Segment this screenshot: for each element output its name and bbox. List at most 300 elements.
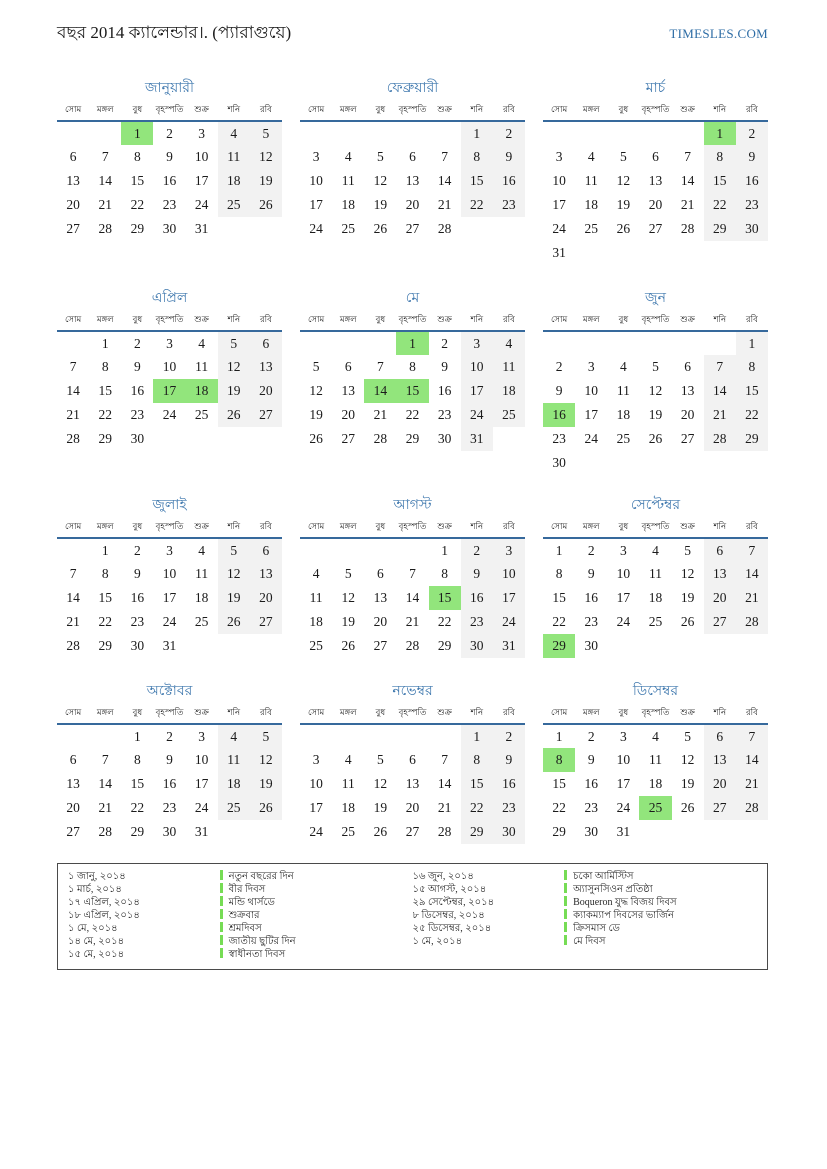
empty-cell bbox=[639, 121, 671, 145]
day-cell: 31 bbox=[493, 634, 525, 658]
day-cell: 1 bbox=[396, 331, 428, 355]
day-cell: 6 bbox=[409, 149, 416, 164]
empty-cell bbox=[493, 427, 525, 451]
day-cell: 27 bbox=[704, 796, 736, 820]
legend-holiday-name: চকো আর্মিস্টিস bbox=[564, 870, 757, 883]
day-cell: 14 bbox=[66, 383, 80, 398]
weekday-header: শুক্র bbox=[429, 103, 461, 121]
day-cell: 26 bbox=[218, 610, 250, 634]
day-cell: 27 bbox=[405, 221, 420, 236]
day-cell: 30 bbox=[162, 221, 177, 236]
day-cell: 15 bbox=[552, 590, 566, 605]
day-cell: 6 bbox=[69, 752, 77, 767]
empty-cell bbox=[607, 331, 639, 355]
empty-cell bbox=[300, 331, 332, 355]
day-cell: 12 bbox=[218, 355, 250, 379]
day-cell: 7 bbox=[704, 355, 736, 379]
day-cell: 12 bbox=[250, 748, 282, 772]
weekday-header: বৃহস্পতি bbox=[639, 520, 671, 538]
day-cell: 1 bbox=[121, 121, 153, 145]
day-cell: 14 bbox=[736, 748, 768, 772]
day-cell: 27 bbox=[704, 610, 736, 634]
day-cell: 4 bbox=[587, 149, 595, 164]
empty-cell bbox=[364, 331, 396, 355]
weekday-header: শনি bbox=[461, 706, 493, 724]
empty-cell bbox=[704, 634, 736, 658]
weekday-header: মঙ্গল bbox=[575, 706, 607, 724]
day-cell: 24 bbox=[309, 221, 323, 236]
weekday-header: শুক্র bbox=[186, 103, 218, 121]
day-cell: 28 bbox=[736, 796, 768, 820]
day-cell: 27 bbox=[250, 403, 282, 427]
day-cell: 24 bbox=[552, 221, 566, 236]
month-12 bbox=[543, 677, 768, 857]
legend-holiday-name: Boqueron যুদ্ধ বিজয় দিবস bbox=[564, 896, 757, 909]
legend-date: ১৪ মে, ২০১৪ bbox=[68, 936, 125, 947]
day-cell: 27 bbox=[66, 221, 80, 236]
day-cell: 21 bbox=[736, 586, 768, 610]
weekday-header: বুধ bbox=[364, 103, 396, 121]
weekday-header: বুধ bbox=[121, 103, 153, 121]
empty-cell bbox=[575, 331, 607, 355]
day-cell: 30 bbox=[461, 634, 493, 658]
weekday-header: রবি bbox=[493, 103, 525, 121]
day-cell: 10 bbox=[616, 566, 631, 581]
day-cell: 12 bbox=[648, 383, 663, 398]
legend-date: ৮ ডিসেম্বর, ২০১৪ bbox=[412, 910, 485, 921]
weekday-header: শনি bbox=[461, 520, 493, 538]
day-cell: 18 bbox=[341, 197, 355, 212]
day-cell: 3 bbox=[619, 728, 627, 744]
weekday-header: মঙ্গল bbox=[575, 313, 607, 331]
weekday-header: মঙ্গল bbox=[332, 103, 364, 121]
day-cell: 14 bbox=[680, 173, 695, 188]
day-cell: 21 bbox=[373, 407, 388, 422]
day-cell: 26 bbox=[373, 221, 388, 236]
day-cell: 20 bbox=[373, 614, 388, 629]
legend-green-bar-icon bbox=[564, 896, 567, 906]
day-cell: 7 bbox=[684, 149, 691, 164]
day-cell: 4 bbox=[218, 121, 250, 145]
empty-cell bbox=[461, 217, 493, 241]
day-cell: 9 bbox=[166, 149, 173, 164]
day-cell: 15 bbox=[736, 379, 768, 403]
weekday-header: রবি bbox=[736, 706, 768, 724]
day-cell: 9 bbox=[587, 566, 595, 581]
day-cell: 17 bbox=[309, 197, 323, 212]
empty-cell bbox=[218, 820, 250, 844]
day-cell: 19 bbox=[616, 197, 631, 212]
day-cell: 29 bbox=[552, 824, 566, 839]
day-cell: 17 bbox=[616, 776, 631, 791]
day-cell: 13 bbox=[405, 173, 420, 188]
day-cell: 11 bbox=[341, 776, 355, 791]
day-cell: 1 bbox=[555, 542, 563, 558]
day-cell: 24 bbox=[616, 800, 631, 815]
day-cell: 12 bbox=[218, 562, 250, 586]
day-cell: 1 bbox=[736, 331, 768, 355]
weekday-header: মঙ্গল bbox=[332, 520, 364, 538]
empty-cell bbox=[186, 634, 218, 658]
month-grid bbox=[57, 706, 282, 844]
day-cell: 19 bbox=[680, 776, 695, 791]
day-cell: 6 bbox=[704, 724, 736, 748]
weekday-header: মঙ্গল bbox=[575, 103, 607, 121]
day-cell: 21 bbox=[437, 197, 452, 212]
day-cell: 3 bbox=[619, 542, 627, 558]
empty-cell bbox=[639, 331, 671, 355]
day-cell: 12 bbox=[680, 752, 695, 767]
weekday-header: শনি bbox=[704, 313, 736, 331]
day-cell: 8 bbox=[441, 566, 448, 581]
day-cell: 12 bbox=[680, 566, 695, 581]
empty-cell bbox=[672, 331, 704, 355]
day-cell: 16 bbox=[162, 173, 177, 188]
day-cell: 31 bbox=[194, 824, 209, 839]
day-cell: 29 bbox=[130, 221, 145, 236]
day-cell: 5 bbox=[684, 728, 691, 744]
month-grid bbox=[57, 520, 282, 658]
months-grid bbox=[57, 74, 768, 857]
day-cell: 12 bbox=[250, 145, 282, 169]
weekday-header: সোম bbox=[57, 706, 89, 724]
weekday-header: বৃহস্পতি bbox=[396, 706, 428, 724]
day-cell: 14 bbox=[437, 173, 452, 188]
day-cell: 26 bbox=[341, 638, 355, 653]
day-cell: 26 bbox=[680, 800, 695, 815]
day-cell: 11 bbox=[218, 145, 250, 169]
month-grid bbox=[57, 313, 282, 451]
month-5 bbox=[300, 284, 525, 491]
day-cell: 3 bbox=[198, 125, 205, 141]
day-cell: 30 bbox=[552, 455, 566, 470]
empty-cell bbox=[300, 121, 332, 145]
empty-cell bbox=[672, 241, 704, 265]
day-cell: 8 bbox=[133, 752, 141, 767]
day-cell: 2 bbox=[133, 335, 141, 351]
day-cell: 27 bbox=[341, 431, 355, 446]
day-cell: 29 bbox=[437, 638, 452, 653]
day-cell: 25 bbox=[194, 614, 209, 629]
day-cell: 25 bbox=[584, 221, 598, 236]
day-cell: 13 bbox=[341, 383, 355, 398]
day-cell: 13 bbox=[250, 355, 282, 379]
weekday-header: বৃহস্পতি bbox=[153, 520, 185, 538]
empty-cell bbox=[575, 241, 607, 265]
day-cell: 16 bbox=[437, 383, 452, 398]
day-cell: 16 bbox=[130, 590, 145, 605]
empty-cell bbox=[300, 724, 332, 748]
day-cell: 18 bbox=[493, 379, 525, 403]
day-cell: 8 bbox=[409, 359, 416, 374]
legend-green-bar-icon bbox=[220, 935, 223, 945]
day-cell: 26 bbox=[616, 221, 631, 236]
empty-cell bbox=[89, 121, 121, 145]
day-cell: 28 bbox=[704, 427, 736, 451]
empty-cell bbox=[639, 451, 671, 475]
legend-names-column bbox=[564, 870, 757, 961]
day-cell: 1 bbox=[461, 121, 493, 145]
day-cell: 25 bbox=[493, 403, 525, 427]
day-cell: 17 bbox=[153, 379, 185, 403]
day-cell: 19 bbox=[218, 379, 250, 403]
legend-date: ১ জানু, ২০১৪ bbox=[68, 871, 126, 882]
day-cell: 8 bbox=[461, 145, 493, 169]
day-cell: 3 bbox=[493, 538, 525, 562]
day-cell: 16 bbox=[584, 590, 598, 605]
day-cell: 13 bbox=[66, 776, 80, 791]
weekday-header: সোম bbox=[57, 103, 89, 121]
day-cell: 20 bbox=[405, 197, 420, 212]
day-cell: 23 bbox=[584, 800, 598, 815]
day-cell: 1 bbox=[133, 728, 141, 744]
month-grid bbox=[543, 706, 768, 844]
day-cell: 14 bbox=[704, 379, 736, 403]
day-cell: 26 bbox=[648, 431, 663, 446]
weekday-header: মঙ্গল bbox=[575, 520, 607, 538]
day-cell: 9 bbox=[555, 383, 563, 398]
day-cell: 30 bbox=[584, 638, 598, 653]
day-cell: 3 bbox=[166, 335, 173, 351]
day-cell: 20 bbox=[250, 586, 282, 610]
empty-cell bbox=[736, 241, 768, 265]
empty-cell bbox=[607, 451, 639, 475]
day-cell: 11 bbox=[493, 355, 525, 379]
empty-cell bbox=[672, 634, 704, 658]
weekday-header: শনি bbox=[218, 103, 250, 121]
empty-cell bbox=[186, 427, 218, 451]
day-cell: 9 bbox=[493, 145, 525, 169]
month-grid bbox=[300, 313, 525, 451]
day-cell: 16 bbox=[461, 586, 493, 610]
day-cell: 5 bbox=[652, 359, 659, 374]
day-cell: 10 bbox=[162, 359, 177, 374]
day-cell: 7 bbox=[101, 149, 109, 164]
legend-green-bar-icon bbox=[220, 922, 223, 932]
legend-date: ১৭ এপ্রিল, ২০১৪ bbox=[68, 897, 140, 908]
day-cell: 10 bbox=[552, 173, 566, 188]
day-cell: 7 bbox=[736, 724, 768, 748]
weekday-header: সোম bbox=[300, 520, 332, 538]
empty-cell bbox=[736, 820, 768, 844]
day-cell: 25 bbox=[309, 638, 323, 653]
day-cell: 9 bbox=[587, 752, 595, 767]
day-cell: 7 bbox=[441, 149, 448, 164]
day-cell: 19 bbox=[218, 586, 250, 610]
day-cell: 27 bbox=[405, 824, 420, 839]
day-cell: 14 bbox=[98, 173, 112, 188]
day-cell: 4 bbox=[652, 542, 659, 558]
day-cell: 22 bbox=[461, 796, 493, 820]
weekday-header: সোম bbox=[543, 706, 575, 724]
weekday-header: রবি bbox=[250, 103, 282, 121]
month-2 bbox=[300, 74, 525, 284]
legend-holiday-name: ক্যাকম্যাপ দিবসের ভার্জিন bbox=[564, 909, 757, 922]
month-3 bbox=[543, 74, 768, 284]
weekday-header: শুক্র bbox=[672, 520, 704, 538]
weekday-header: বৃহস্পতি bbox=[639, 103, 671, 121]
day-cell: 16 bbox=[543, 403, 575, 427]
day-cell: 24 bbox=[162, 614, 177, 629]
empty-cell bbox=[672, 451, 704, 475]
day-cell: 21 bbox=[98, 800, 112, 815]
weekday-header: রবি bbox=[736, 520, 768, 538]
weekday-header: বৃহস্পতি bbox=[153, 706, 185, 724]
day-cell: 24 bbox=[493, 610, 525, 634]
empty-cell bbox=[396, 538, 428, 562]
day-cell: 18 bbox=[648, 776, 663, 791]
day-cell: 24 bbox=[162, 407, 177, 422]
weekday-header: শনি bbox=[218, 706, 250, 724]
day-cell: 2 bbox=[736, 121, 768, 145]
legend-green-bar-icon bbox=[220, 909, 223, 919]
day-cell: 25 bbox=[341, 221, 355, 236]
weekday-header: শুক্র bbox=[429, 706, 461, 724]
day-cell: 26 bbox=[218, 403, 250, 427]
day-cell: 30 bbox=[493, 820, 525, 844]
day-cell: 6 bbox=[704, 538, 736, 562]
legend-green-bar-icon bbox=[220, 896, 223, 906]
day-cell: 9 bbox=[493, 748, 525, 772]
day-cell: 14 bbox=[437, 776, 452, 791]
weekday-header: শুক্র bbox=[672, 103, 704, 121]
day-cell: 27 bbox=[680, 431, 695, 446]
day-cell: 11 bbox=[195, 359, 209, 374]
weekday-header: রবি bbox=[493, 313, 525, 331]
day-cell: 8 bbox=[736, 355, 768, 379]
month-title: সেপ্টেম্বর bbox=[630, 498, 681, 513]
day-cell: 9 bbox=[133, 359, 141, 374]
weekday-header: বৃহস্পতি bbox=[396, 313, 428, 331]
day-cell: 11 bbox=[648, 566, 662, 581]
day-cell: 10 bbox=[309, 776, 323, 791]
empty-cell bbox=[607, 241, 639, 265]
legend-holiday-name: অ্যাসুনসিওন প্রতিষ্ঠা bbox=[564, 883, 757, 896]
empty-cell bbox=[396, 724, 428, 748]
day-cell: 15 bbox=[98, 383, 112, 398]
day-cell: 3 bbox=[555, 149, 563, 164]
day-cell: 20 bbox=[341, 407, 355, 422]
day-cell: 1 bbox=[101, 542, 109, 558]
day-cell: 26 bbox=[309, 431, 323, 446]
weekday-header: সোম bbox=[300, 103, 332, 121]
day-cell: 2 bbox=[493, 724, 525, 748]
day-cell: 26 bbox=[250, 796, 282, 820]
day-cell: 30 bbox=[130, 431, 145, 446]
day-cell: 28 bbox=[680, 221, 695, 236]
day-cell: 8 bbox=[101, 359, 109, 374]
day-cell: 12 bbox=[616, 173, 631, 188]
day-cell: 20 bbox=[250, 379, 282, 403]
day-cell: 6 bbox=[344, 359, 352, 374]
day-cell: 23 bbox=[437, 407, 452, 422]
day-cell: 16 bbox=[130, 383, 145, 398]
weekday-header: বুধ bbox=[121, 313, 153, 331]
day-cell: 30 bbox=[130, 638, 145, 653]
day-cell: 6 bbox=[409, 752, 416, 767]
empty-cell bbox=[672, 820, 704, 844]
day-cell: 8 bbox=[101, 566, 109, 581]
weekday-header: বুধ bbox=[607, 706, 639, 724]
day-cell: 20 bbox=[704, 772, 736, 796]
day-cell: 5 bbox=[376, 752, 384, 767]
day-cell: 29 bbox=[130, 824, 145, 839]
day-cell: 13 bbox=[648, 173, 663, 188]
day-cell: 27 bbox=[373, 638, 388, 653]
weekday-header: সোম bbox=[300, 706, 332, 724]
day-cell: 4 bbox=[198, 542, 205, 558]
legend-holiday-name: মে দিবস bbox=[564, 935, 757, 948]
site-link[interactable]: TIMESLES.COM bbox=[669, 26, 768, 41]
day-cell: 11 bbox=[341, 173, 355, 188]
empty-cell bbox=[704, 451, 736, 475]
weekday-header: শুক্র bbox=[672, 313, 704, 331]
weekday-header: বুধ bbox=[607, 520, 639, 538]
legend-dates-column bbox=[413, 870, 565, 961]
day-cell: 28 bbox=[98, 221, 112, 236]
weekday-header: বৃহস্পতি bbox=[396, 103, 428, 121]
day-cell: 2 bbox=[493, 121, 525, 145]
empty-cell bbox=[543, 121, 575, 145]
legend-date: ১৬ জুন, ২০১৪ bbox=[412, 871, 474, 882]
day-cell: 25 bbox=[648, 614, 663, 629]
day-cell: 15 bbox=[130, 776, 145, 791]
day-cell: 5 bbox=[218, 538, 250, 562]
weekday-header: রবি bbox=[736, 103, 768, 121]
day-cell: 18 bbox=[648, 590, 663, 605]
weekday-header: সোম bbox=[543, 520, 575, 538]
day-cell: 6 bbox=[652, 149, 659, 164]
day-cell: 11 bbox=[218, 748, 250, 772]
day-cell: 23 bbox=[493, 796, 525, 820]
empty-cell bbox=[704, 820, 736, 844]
day-cell: 21 bbox=[98, 197, 112, 212]
legend-date: ১ মে, ২০১৪ bbox=[412, 936, 463, 947]
day-cell: 14 bbox=[98, 776, 112, 791]
day-cell: 28 bbox=[98, 824, 112, 839]
day-cell: 31 bbox=[162, 638, 177, 653]
empty-cell bbox=[332, 538, 364, 562]
day-cell: 27 bbox=[66, 824, 80, 839]
day-cell: 16 bbox=[493, 169, 525, 193]
weekday-header: সোম bbox=[543, 103, 575, 121]
legend-holiday-name: শুক্রবার bbox=[220, 909, 413, 922]
day-cell: 16 bbox=[736, 169, 768, 193]
day-cell: 11 bbox=[584, 173, 598, 188]
day-cell: 5 bbox=[250, 121, 282, 145]
empty-cell bbox=[57, 331, 89, 355]
day-cell: 30 bbox=[162, 824, 177, 839]
day-cell: 31 bbox=[461, 427, 493, 451]
day-cell: 6 bbox=[684, 359, 691, 374]
day-cell: 14 bbox=[364, 379, 396, 403]
day-cell: 20 bbox=[66, 800, 80, 815]
day-cell: 7 bbox=[69, 566, 77, 581]
day-cell: 1 bbox=[704, 121, 736, 145]
day-cell: 24 bbox=[616, 614, 631, 629]
day-cell: 29 bbox=[543, 634, 575, 658]
day-cell: 17 bbox=[461, 379, 493, 403]
month-title: জানুয়ারী bbox=[145, 81, 194, 96]
day-cell: 21 bbox=[437, 800, 452, 815]
empty-cell bbox=[672, 121, 704, 145]
day-cell: 20 bbox=[680, 407, 695, 422]
legend-green-bar-icon bbox=[564, 909, 567, 919]
day-cell: 7 bbox=[409, 566, 416, 581]
month-4 bbox=[57, 284, 282, 491]
legend-green-bar-icon bbox=[564, 922, 567, 932]
empty-cell bbox=[250, 427, 282, 451]
